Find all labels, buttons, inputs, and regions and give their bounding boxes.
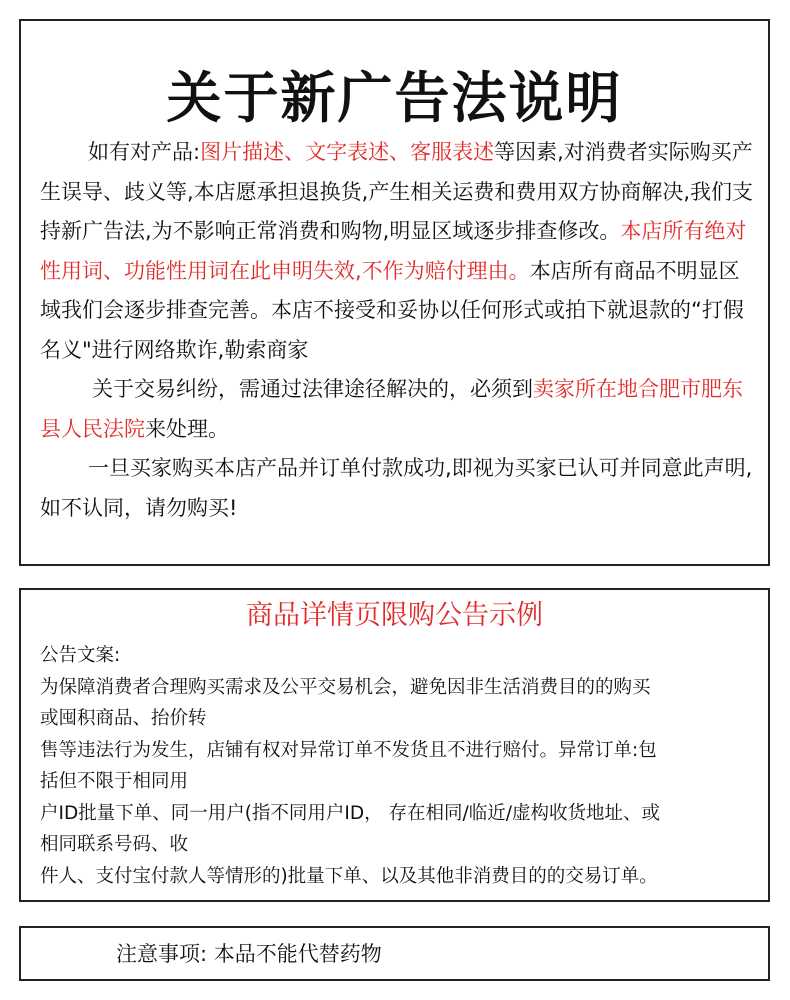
purchase-limit-line: 户ID批量下单、同一用户(指不同用户ID， 存在相同/临近/虚构收货地址、或 [40, 802, 660, 824]
purchase-limit-line: 括但不限于相同用 [40, 771, 189, 792]
ad-law-title: 关于新广告法说明 [166, 66, 623, 130]
notice-text: 注意事项: 本品不能代替药物 [116, 942, 382, 966]
ad-law-paragraph-1 [40, 133, 754, 370]
purchase-limit-line: 为保障消费者合理购买需求及公平交易机会，避免因非生活消费目的的购买 [40, 676, 651, 698]
purchase-limit-line: 公告文案: [40, 645, 121, 666]
ad-law-p2-highlight: 卖家所在地合肥市肥东县人民法院 [40, 377, 743, 441]
ad-law-p1-text-1: 如有对产品: [88, 140, 201, 164]
purchase-limit-title: 商品详情页限购公告示例 [246, 600, 543, 631]
purchase-limit-line: 件人、支付宝付款人等情形的)批量下单、以及其他非消费目的的交易订单。 [40, 865, 658, 887]
ad-law-statement-panel [19, 19, 770, 566]
purchase-limit-body [40, 640, 754, 892]
ad-law-p2-text-2: 来处理。 [145, 416, 229, 441]
ad-law-paragraph-3 [40, 449, 754, 528]
ad-law-p1-text-3: 本店所有商品不明显区域我们会逐步排查完善。本店不接受和妥协以任何形式或拍下就退款的“打假名义"进行网络欺诈,勒索商家 [40, 258, 744, 362]
ad-law-p1-text-2: 等因素,对消费者实际购买产生误导、歧义等,本店愿承担退换货,产生相关运费和费用双方协商解决,我们支持新广告法,为不影响正常消费和购物,明显区域逐步排查修改。 [40, 140, 754, 243]
ad-law-p1-highlight-1: 图片描述、文字表述、客服表述 [200, 140, 495, 164]
purchase-limit-line: 售等违法行为发生，店铺有权对异常订单不发货且不进行赔付。异常订单:包 [40, 739, 657, 761]
ad-law-p1-highlight-2: 本店所有绝对性用词、功能性用词在此申明失效,不作为赔付理由。 [40, 219, 747, 283]
ad-law-p2-text-1: 关于交易纠纷，需通过法律途径解决的，必须到 [92, 377, 533, 401]
ad-law-paragraph-2 [40, 370, 754, 449]
ad-law-p3-text: 一旦买家购买本店产品并订单付款成功,即视为买家已认可并同意此声明,如不认同，请勿购买! [40, 456, 753, 520]
purchase-limit-line: 相同联系号码、收 [40, 834, 189, 855]
purchase-limit-panel [19, 588, 770, 902]
notice-panel [19, 926, 770, 981]
purchase-limit-line: 或囤积商品、抬价转 [40, 708, 207, 729]
ad-law-body [40, 133, 754, 528]
